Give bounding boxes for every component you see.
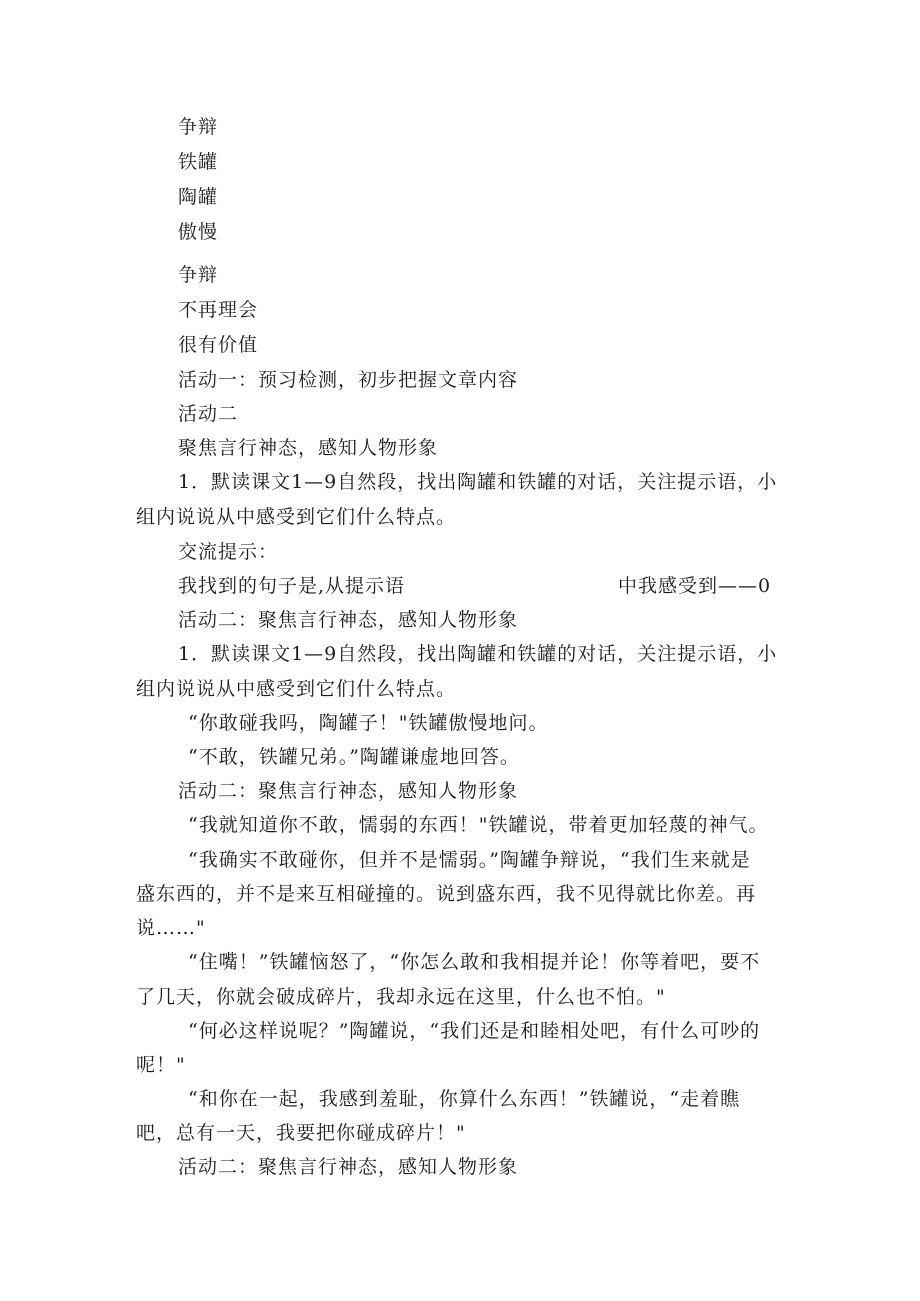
dialogue-line: “我确实不敢碰你，但并不是懦弱。”陶罐争辩说，“我们生来就是 [188, 849, 751, 871]
word-3: 陶罐 [178, 186, 219, 208]
tips-right: 中我感受到——0 [618, 575, 772, 597]
task1-line2-repeat: 组内说说从中感受到它们什么特点。 [136, 678, 457, 700]
task1-line1-repeat: 1．默读课文1—9自然段，找出陶罐和铁罐的对话，关注提示语，小 [178, 643, 778, 665]
dialogue-line: “你敢碰我吗，陶罐子！"铁罐傲慢地问。 [188, 712, 549, 734]
activity2-heading: 活动二：聚焦言行神态，感知人物形象 [178, 609, 519, 631]
dialogue-line: 说……" [136, 917, 206, 939]
activity2-label: 活动二 [178, 403, 239, 425]
dialogue-line: “住嘴！”铁罐恼怒了，“你怎么敢和我相提并论！你等着吧，要不 [188, 951, 761, 973]
dialogue-line: 呢！" [136, 1054, 186, 1076]
dialogue-line: 盛东西的，并不是来互相碰撞的。说到盛东西，我不见得就比你差。再 [136, 883, 757, 905]
word-6: 不再理会 [178, 299, 259, 321]
task1-line2: 组内说说从中感受到它们什么特点。 [136, 506, 457, 528]
activity2-heading: 活动二：聚焦言行神态，感知人物形象 [178, 1156, 519, 1178]
activity2-heading: 活动二：聚焦言行神态，感知人物形象 [178, 780, 519, 802]
word-4: 傲慢 [178, 221, 219, 243]
dialogue-line: “我就知道你不敢，懦弱的东西！"铁罐说，带着更加轻蔑的神气。 [188, 814, 769, 836]
tips-left: 我找到的句子是,从提示语 [178, 575, 406, 597]
word-1: 争辩 [178, 116, 219, 138]
tips-label: 交流提示： [178, 541, 279, 563]
dialogue-line: “和你在一起，我感到羞耻，你算什么东西！”铁罐说，“走着瞧 [188, 1088, 741, 1110]
task1-line1: 1．默读课文1—9自然段，找出陶罐和铁罐的对话，关注提示语，小 [178, 471, 778, 493]
word-2: 铁罐 [178, 151, 219, 173]
word-7: 很有价值 [178, 334, 259, 356]
activity2-subtitle: 聚焦言行神态，感知人物形象 [178, 437, 439, 459]
dialogue-line: 了几天，你就会破成碎片，我却永远在这里，什么也不怕。" [136, 986, 666, 1008]
dialogue-line: “不敢，铁罐兄弟。”陶罐谦虚地回答。 [188, 746, 520, 768]
word-5: 争辩 [178, 264, 219, 286]
activity1-heading: 活动一：预习检测，初步把握文章内容 [178, 369, 519, 391]
dialogue-line: 吧，总有一天，我要把你碰成碎片！" [136, 1122, 466, 1144]
dialogue-line: “何必这样说呢？”陶罐说，“我们还是和睦相处吧，有什么可吵的 [188, 1020, 761, 1042]
